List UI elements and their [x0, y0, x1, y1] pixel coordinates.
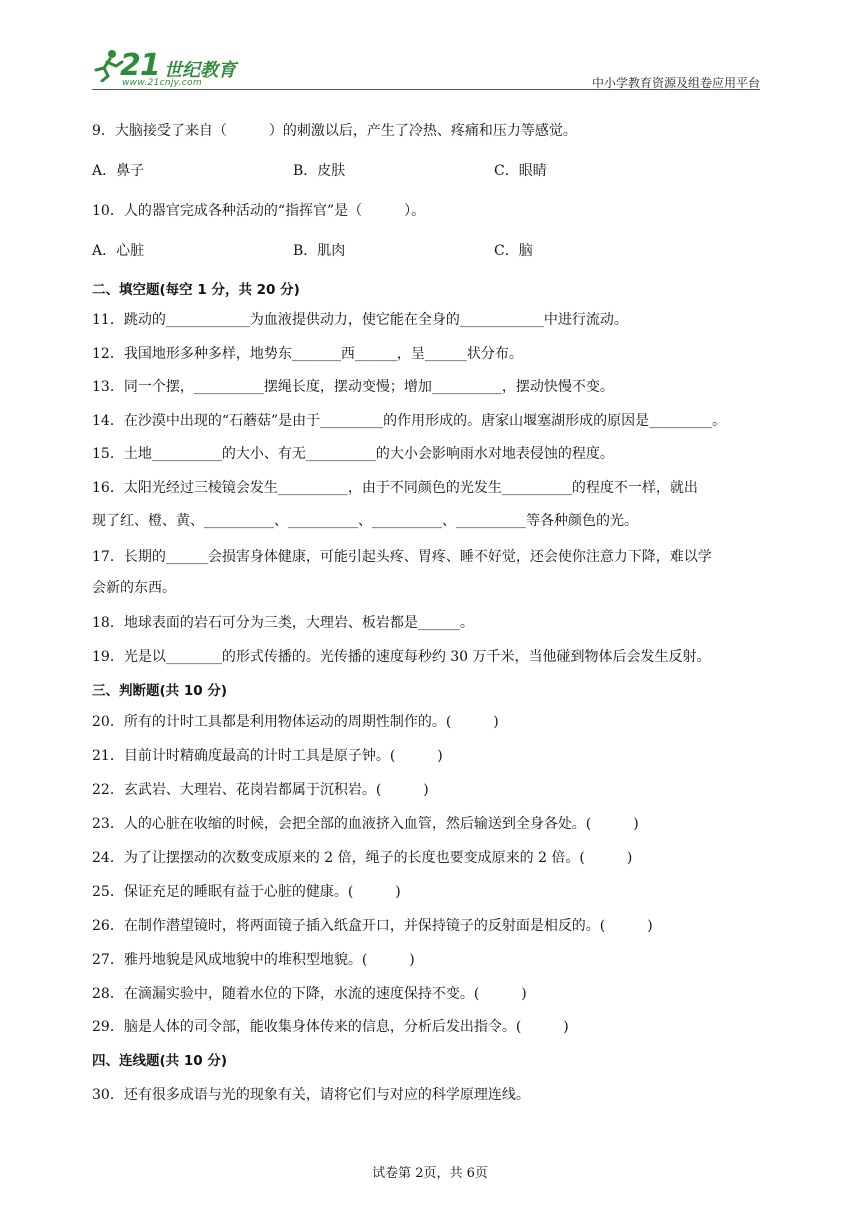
question-line: 现了红、橙、黄、__________、__________、__________、__________等各种颜色的光。	[92, 513, 638, 529]
logo	[92, 44, 262, 90]
question-line: 14．在沙漠中出现的“石蘑菇”是由于_________的作用形成的。唐家山堰塞湖形成的原因是_________。	[92, 413, 727, 429]
question-line: 17．长期的______会损害身体健康，可能引起头疼、胃疼、睡不好觉，还会使你注意力下降，难以学	[92, 549, 712, 565]
question-line: 28．在滴漏实验中，随着水位的下降，水流的速度保持不变。( )	[92, 986, 527, 1002]
logo-text: 世纪教育	[164, 60, 236, 81]
question-line: 12．我国地形多种多样，地势东_______西______，呈______状分布。	[92, 346, 523, 362]
platform-name: 中小学教育资源及组卷应用平台	[591, 76, 760, 90]
question-line: 15．土地__________的大小、有无__________的大小会影响雨水对地表侵蚀的程度。	[92, 446, 614, 462]
answer-option: A．鼻子	[92, 163, 145, 179]
question-line: 30．还有很多成语与光的现象有关，请将它们与对应的科学原理连线。	[92, 1087, 530, 1103]
section-heading: 四、连线题(共 10 分)	[92, 1053, 228, 1069]
section-heading: 二、填空题(每空 1 分，共 20 分)	[92, 282, 300, 298]
question-line: 会新的东西。	[92, 580, 176, 596]
answer-option: C．眼睛	[494, 163, 547, 179]
question-line: 25．保证充足的睡眠有益于心脏的健康。( )	[92, 884, 401, 900]
question-line: 27．雅丹地貌是风成地貌中的堆积型地貌。( )	[92, 952, 415, 968]
logo-number: 21	[120, 48, 160, 83]
page-header	[92, 44, 760, 90]
answer-option: C．脑	[494, 243, 533, 259]
page-footer: 试卷第 2页，共 6页	[372, 1166, 488, 1181]
question-line: 23．人的心脏在收缩的时候，会把全部的血液挤入血管，然后输送到全身各处。( )	[92, 816, 639, 832]
question-line: 9．大脑接受了来自（ ）的刺激以后，产生了冷热、疼痛和压力等感觉。	[92, 123, 577, 139]
question-line: 11．跳动的____________为血液提供动力，使它能在全身的____________中进行流动。	[92, 312, 628, 328]
question-line: 19．光是以________的形式传播的。光传播的速度每秒约 30 万千米，当他碰到物体后会发生反射。	[92, 649, 711, 665]
answer-option: A．心脏	[92, 243, 145, 259]
question-line: 26．在制作潜望镜时，将两面镜子插入纸盒开口，并保持镜子的反射面是相反的。( )	[92, 918, 653, 934]
question-line: 24．为了让摆摆动的次数变成原来的 2 倍，绳子的长度也要变成原来的 2 倍。( )	[92, 850, 633, 866]
question-line: 18．地球表面的岩石可分为三类，大理岩、板岩都是______。	[92, 615, 474, 631]
question-line: 20．所有的计时工具都是利用物体运动的周期性制作的。( )	[92, 714, 499, 730]
question-line: 10．人的器官完成各种活动的“指挥官”是（ ）。	[92, 203, 426, 219]
answer-option: B．皮肤	[293, 163, 346, 179]
section-heading: 三、判断题(共 10 分)	[92, 683, 228, 699]
question-line: 13．同一个摆，__________摆绳长度，摆动变慢；增加__________，摆动快慢不变。	[92, 379, 614, 395]
question-line: 22．玄武岩、大理岩、花岗岩都属于沉积岩。( )	[92, 782, 429, 798]
header-divider	[92, 89, 760, 90]
logo-url: www.21cnjy.com	[122, 78, 202, 88]
question-line: 29．脑是人体的司令部，能收集身体传来的信息，分析后发出指令。( )	[92, 1019, 569, 1035]
answer-option: B．肌肉	[293, 243, 346, 259]
question-line: 21．目前计时精确度最高的计时工具是原子钟。( )	[92, 748, 443, 764]
question-line: 16．太阳光经过三棱镜会发生__________，由于不同颜色的光发生__________的程度不一样，就出	[92, 480, 698, 496]
